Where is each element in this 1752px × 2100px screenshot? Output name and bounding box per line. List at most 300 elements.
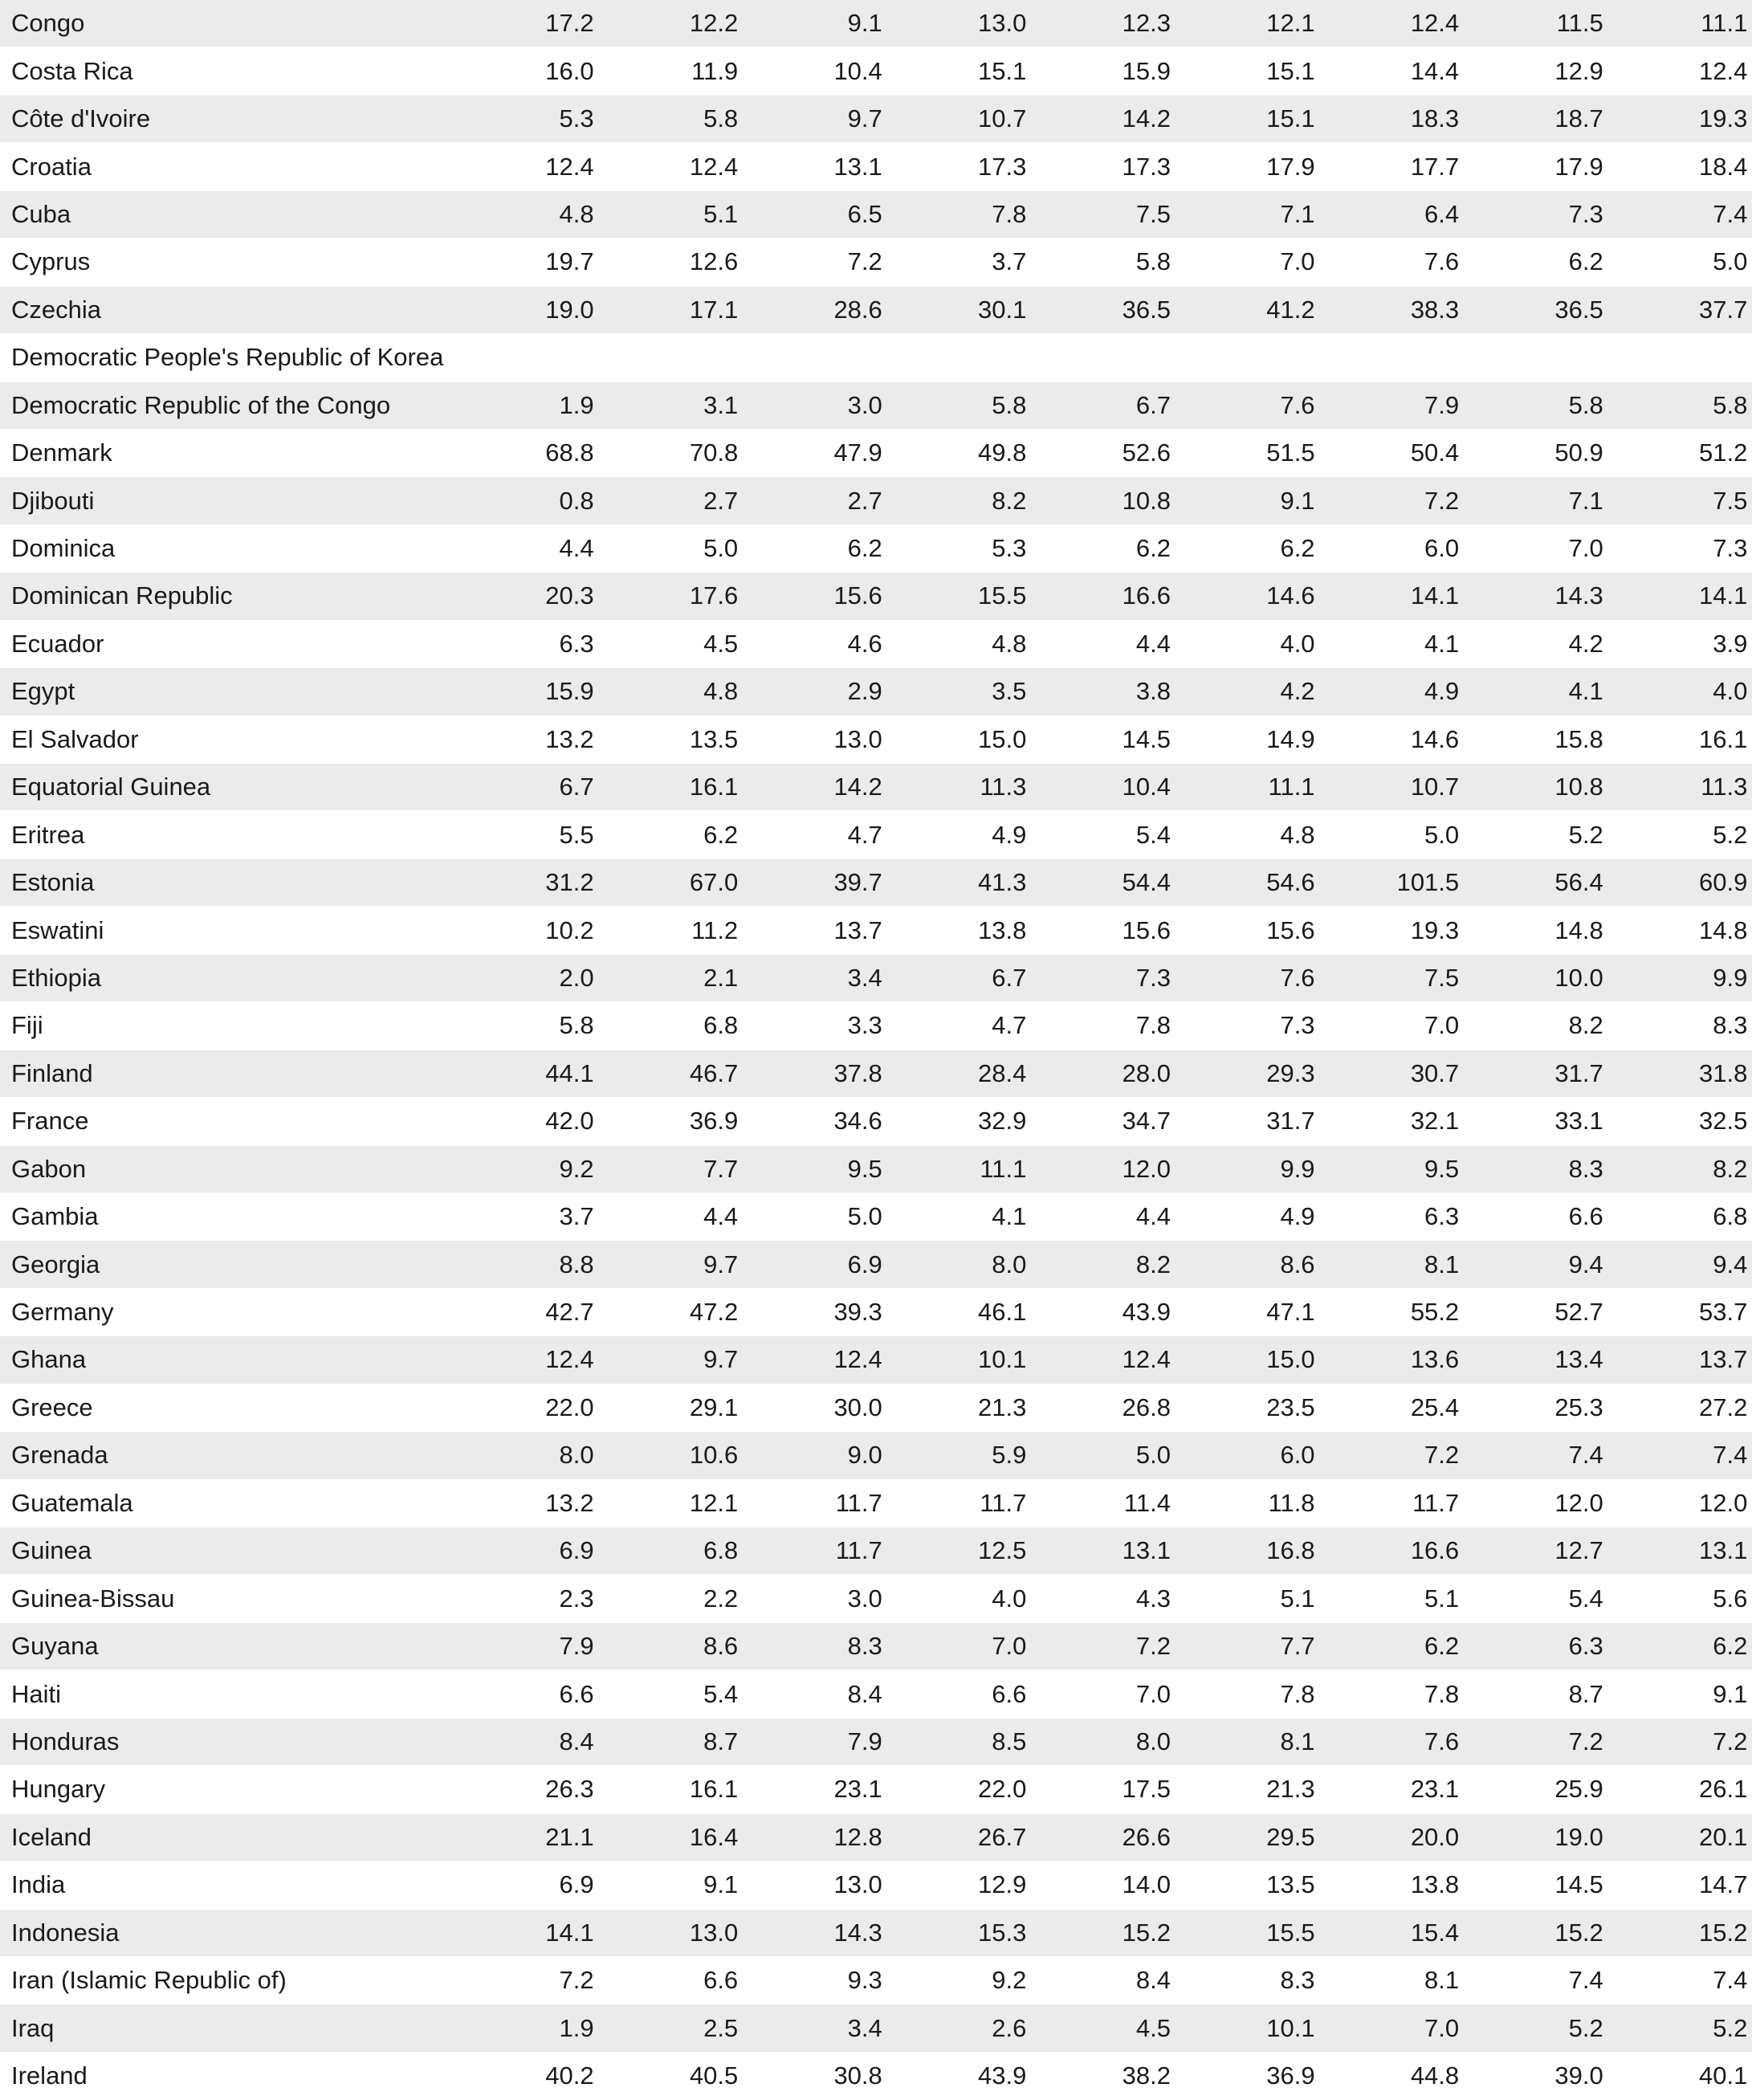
value-cell: 15.2 (1122, 1918, 1171, 1947)
value-cell: 14.1 (1410, 581, 1460, 610)
table-row (0, 96, 1752, 143)
value-cell: 19.7 (545, 247, 594, 276)
value-cell: 8.6 (703, 1632, 739, 1661)
value-cell: 8.7 (703, 1727, 739, 1755)
country-name: Congo (11, 9, 85, 38)
value-cell: 7.3 (1568, 199, 1603, 228)
value-cell: 22.0 (545, 1393, 594, 1421)
value-cell: 25.3 (1554, 1393, 1603, 1421)
value-cell: 16.6 (1410, 1536, 1460, 1565)
country-name: El Salvador (11, 724, 139, 753)
value-cell: 12.4 (833, 1345, 882, 1374)
value-cell: 7.2 (1135, 1632, 1171, 1661)
value-cell: 7.0 (1424, 1011, 1460, 1040)
value-cell: 4.7 (992, 1011, 1027, 1040)
value-cell: 56.4 (1554, 868, 1603, 897)
value-cell: 2.1 (703, 963, 739, 992)
value-cell: 32.9 (978, 1107, 1027, 1136)
value-cell: 14.2 (1122, 104, 1171, 133)
value-cell: 43.9 (1122, 1298, 1171, 1327)
value-cell: 15.4 (1410, 1918, 1460, 1947)
value-cell: 4.6 (847, 629, 882, 658)
value-cell: 2.7 (847, 486, 882, 515)
value-cell: 37.8 (833, 1058, 882, 1087)
value-cell: 9.7 (703, 1250, 739, 1278)
value-cell: 10.0 (1554, 963, 1603, 992)
value-cell: 12.0 (1122, 1154, 1171, 1183)
value-cell: 6.2 (1424, 1632, 1460, 1661)
value-cell: 7.9 (1424, 390, 1460, 419)
value-cell: 12.4 (1410, 9, 1460, 38)
value-cell: 46.7 (689, 1058, 739, 1087)
country-name: Côte d'Ivoire (11, 104, 151, 133)
value-cell: 15.0 (1266, 1345, 1315, 1374)
value-cell: 4.9 (1424, 677, 1460, 706)
value-cell: 10.1 (1266, 2013, 1315, 2042)
value-cell: 17.3 (1122, 152, 1171, 181)
country-name: Dominica (11, 534, 116, 563)
value-cell: 6.3 (1424, 1202, 1460, 1231)
country-name: France (11, 1107, 89, 1136)
value-cell: 39.7 (833, 868, 882, 897)
value-cell: 50.9 (1554, 438, 1603, 467)
value-cell: 4.0 (1280, 629, 1315, 658)
value-cell: 8.6 (1280, 1250, 1315, 1278)
value-cell: 4.9 (1280, 1202, 1315, 1231)
value-cell: 17.2 (545, 9, 594, 38)
value-cell: 7.9 (559, 1632, 594, 1661)
country-name: Gambia (11, 1202, 99, 1231)
value-cell: 13.0 (689, 1918, 739, 1947)
value-cell: 7.0 (992, 1632, 1027, 1661)
value-cell: 16.1 (689, 1775, 739, 1804)
value-cell: 7.2 (1568, 1727, 1603, 1755)
value-cell: 4.1 (1568, 677, 1603, 706)
country-name: Greece (11, 1393, 93, 1421)
value-cell: 20.3 (545, 581, 594, 610)
value-cell: 47.9 (833, 438, 882, 467)
value-cell: 7.1 (1280, 199, 1315, 228)
table-row (0, 1957, 1752, 2004)
table-row (0, 955, 1752, 1002)
value-cell: 9.7 (847, 104, 882, 133)
value-cell: 53.7 (1699, 1298, 1748, 1327)
value-cell: 27.2 (1699, 1393, 1748, 1421)
value-cell: 7.9 (847, 1727, 882, 1755)
value-cell: 11.1 (980, 1154, 1027, 1183)
value-cell: 36.9 (689, 1107, 739, 1136)
value-cell: 12.2 (689, 9, 739, 38)
value-cell: 7.1 (1568, 486, 1603, 515)
value-cell: 7.8 (1135, 1011, 1171, 1040)
value-cell: 39.3 (833, 1298, 882, 1327)
country-name: Hungary (11, 1775, 106, 1804)
value-cell: 7.0 (1424, 2013, 1460, 2042)
value-cell: 5.8 (703, 104, 739, 133)
value-cell: 3.8 (1135, 677, 1171, 706)
value-cell: 38.2 (1122, 2061, 1171, 2090)
value-cell: 39.0 (1554, 2061, 1603, 2090)
country-name: Cyprus (11, 247, 91, 276)
value-cell: 20.0 (1410, 1822, 1460, 1851)
value-cell: 30.7 (1410, 1058, 1460, 1087)
country-name: Czechia (11, 295, 101, 324)
table-row (0, 764, 1752, 811)
value-cell: 52.6 (1122, 438, 1171, 467)
value-cell: 28.6 (833, 295, 882, 324)
value-cell: 16.1 (1699, 724, 1748, 753)
value-cell: 7.5 (1135, 199, 1171, 228)
value-cell: 22.0 (978, 1775, 1027, 1804)
country-name: Denmark (11, 438, 112, 467)
value-cell: 12.4 (545, 152, 594, 181)
value-cell: 15.1 (1266, 56, 1315, 85)
value-cell: 3.1 (703, 390, 739, 419)
value-cell: 16.8 (1266, 1536, 1315, 1565)
country-name: Eritrea (11, 820, 85, 849)
country-name: Djibouti (11, 486, 95, 515)
value-cell: 5.9 (992, 1441, 1027, 1470)
value-cell: 3.0 (847, 390, 882, 419)
value-cell: 31.7 (1266, 1107, 1315, 1136)
value-cell: 8.8 (559, 1250, 594, 1278)
value-cell: 4.5 (1135, 2013, 1171, 2042)
value-cell: 6.9 (559, 1536, 594, 1565)
value-cell: 11.7 (835, 1536, 882, 1565)
value-cell: 23.1 (1410, 1775, 1460, 1804)
value-cell: 13.1 (833, 152, 882, 181)
value-cell: 4.4 (1135, 629, 1171, 658)
value-cell: 3.7 (559, 1202, 594, 1231)
value-cell: 54.4 (1122, 868, 1171, 897)
value-cell: 7.6 (1424, 247, 1460, 276)
value-cell: 43.9 (978, 2061, 1027, 2090)
table-row (0, 1623, 1752, 1670)
value-cell: 6.2 (1280, 534, 1315, 563)
value-cell: 15.1 (1266, 104, 1315, 133)
value-cell: 6.6 (1568, 1202, 1603, 1231)
value-cell: 9.5 (847, 1154, 882, 1183)
value-cell: 3.9 (1713, 629, 1748, 658)
value-cell: 7.7 (703, 1154, 739, 1183)
country-name: Gabon (11, 1154, 87, 1183)
value-cell: 5.4 (703, 1679, 739, 1708)
country-name: Croatia (11, 152, 92, 181)
table-row (0, 430, 1752, 477)
country-name: India (11, 1870, 66, 1899)
value-cell: 5.3 (992, 534, 1027, 563)
value-cell: 9.1 (847, 9, 882, 38)
value-cell: 68.8 (545, 438, 594, 467)
value-cell: 15.2 (1699, 1918, 1748, 1947)
value-cell: 11.8 (1268, 1488, 1315, 1517)
value-cell: 32.5 (1699, 1107, 1748, 1136)
value-cell: 41.3 (978, 868, 1027, 897)
value-cell: 4.8 (559, 199, 594, 228)
country-name: Ghana (11, 1345, 87, 1374)
value-cell: 2.7 (703, 486, 739, 515)
value-cell: 5.4 (1568, 1584, 1603, 1613)
value-cell: 7.4 (1713, 199, 1748, 228)
value-cell: 9.3 (847, 1966, 882, 1995)
value-cell: 13.2 (545, 1488, 594, 1517)
value-cell: 44.8 (1410, 2061, 1460, 2090)
value-cell: 5.5 (559, 820, 594, 849)
value-cell: 13.0 (833, 1870, 882, 1899)
value-cell: 29.3 (1266, 1058, 1315, 1087)
value-cell: 12.1 (1266, 9, 1315, 38)
value-cell: 6.6 (992, 1679, 1027, 1708)
value-cell: 10.7 (978, 104, 1027, 133)
table-row (0, 1384, 1752, 1432)
value-cell: 5.0 (1713, 247, 1748, 276)
value-cell: 30.1 (978, 295, 1027, 324)
value-cell: 25.9 (1554, 1775, 1603, 1804)
value-cell: 5.3 (559, 104, 594, 133)
value-cell: 8.4 (1135, 1966, 1171, 1995)
value-cell: 12.4 (689, 152, 739, 181)
value-cell: 12.7 (1554, 1536, 1603, 1565)
value-cell: 33.1 (1554, 1107, 1603, 1136)
value-cell: 5.1 (1280, 1584, 1315, 1613)
value-cell: 11.2 (691, 915, 739, 944)
value-cell: 10.8 (1554, 773, 1603, 801)
value-cell: 13.1 (1122, 1536, 1171, 1565)
table-row (0, 2053, 1752, 2100)
value-cell: 8.2 (992, 486, 1027, 515)
value-cell: 9.4 (1568, 1250, 1603, 1278)
value-cell: 8.4 (559, 1727, 594, 1755)
country-name: Egypt (11, 677, 75, 706)
value-cell: 12.9 (1554, 56, 1603, 85)
value-cell: 6.2 (1135, 534, 1171, 563)
table-row (0, 1910, 1752, 1957)
value-cell: 8.2 (1135, 1250, 1171, 1278)
country-name: Iceland (11, 1822, 92, 1851)
value-cell: 11.7 (980, 1488, 1027, 1517)
value-cell: 14.5 (1122, 724, 1171, 753)
value-cell: 9.5 (1424, 1154, 1460, 1183)
value-cell: 37.7 (1699, 295, 1748, 324)
value-cell: 4.4 (703, 1202, 739, 1231)
value-cell: 4.1 (1424, 629, 1460, 658)
value-cell: 13.7 (833, 915, 882, 944)
value-cell: 7.2 (1424, 1441, 1460, 1470)
value-cell: 13.1 (1699, 1536, 1748, 1565)
value-cell: 6.6 (559, 1679, 594, 1708)
value-cell: 7.0 (1135, 1679, 1171, 1708)
value-cell: 70.8 (689, 438, 739, 467)
value-cell: 2.5 (703, 2013, 739, 2042)
value-cell: 8.3 (1568, 1154, 1603, 1183)
value-cell: 13.0 (833, 724, 882, 753)
value-cell: 9.0 (847, 1441, 882, 1470)
value-cell: 17.3 (978, 152, 1027, 181)
value-cell: 5.1 (1424, 1584, 1460, 1613)
value-cell: 19.0 (545, 295, 594, 324)
country-name: Honduras (11, 1727, 120, 1755)
value-cell: 8.2 (1713, 1154, 1748, 1183)
value-cell: 7.2 (847, 247, 882, 276)
value-cell: 6.7 (1135, 390, 1171, 419)
value-cell: 11.7 (1412, 1488, 1460, 1517)
value-cell: 5.1 (703, 199, 739, 228)
value-cell: 28.0 (1122, 1058, 1171, 1087)
value-cell: 17.9 (1554, 152, 1603, 181)
value-cell: 12.0 (1554, 1488, 1603, 1517)
value-cell: 7.3 (1280, 1011, 1315, 1040)
value-cell: 15.9 (545, 677, 594, 706)
value-cell: 1.9 (559, 390, 594, 419)
value-cell: 8.1 (1424, 1966, 1460, 1995)
value-cell: 6.3 (1568, 1632, 1603, 1661)
value-cell: 12.3 (1122, 9, 1171, 38)
value-cell: 6.7 (992, 963, 1027, 992)
value-cell: 12.6 (689, 247, 739, 276)
value-cell: 5.8 (1713, 390, 1748, 419)
value-cell: 47.1 (1266, 1298, 1315, 1327)
value-cell: 14.1 (1699, 581, 1748, 610)
value-cell: 31.8 (1699, 1058, 1748, 1087)
value-cell: 9.9 (1280, 1154, 1315, 1183)
country-name: Dominican Republic (11, 581, 233, 610)
table-row (0, 0, 1752, 47)
value-cell: 4.8 (1280, 820, 1315, 849)
table-row (0, 621, 1752, 668)
value-cell: 31.7 (1554, 1058, 1603, 1087)
value-cell: 6.9 (559, 1870, 594, 1899)
country-name: Iran (Islamic Republic of) (11, 1966, 287, 1995)
value-cell: 40.5 (689, 2061, 739, 2090)
value-cell: 3.5 (992, 677, 1027, 706)
value-cell: 15.1 (978, 56, 1027, 85)
value-cell: 51.5 (1266, 438, 1315, 467)
value-cell: 5.2 (1568, 2013, 1603, 2042)
value-cell: 13.6 (1410, 1345, 1460, 1374)
value-cell: 1.9 (559, 2013, 594, 2042)
country-name: Costa Rica (11, 56, 133, 85)
value-cell: 5.0 (1424, 820, 1460, 849)
value-cell: 15.8 (1554, 724, 1603, 753)
value-cell: 34.7 (1122, 1107, 1171, 1136)
value-cell: 28.4 (978, 1058, 1027, 1087)
value-cell: 8.1 (1424, 1250, 1460, 1278)
value-cell: 5.0 (1135, 1441, 1171, 1470)
country-name: Iraq (11, 2013, 55, 2042)
table-row (0, 239, 1752, 286)
value-cell: 50.4 (1410, 438, 1460, 467)
value-cell: 23.1 (833, 1775, 882, 1804)
value-cell: 26.8 (1122, 1393, 1171, 1421)
value-cell: 2.3 (559, 1584, 594, 1613)
value-cell: 2.0 (559, 963, 594, 992)
value-cell: 13.4 (1554, 1345, 1603, 1374)
value-cell: 4.2 (1280, 677, 1315, 706)
table-row (0, 1050, 1752, 1098)
value-cell: 7.5 (1424, 963, 1460, 992)
value-cell: 4.0 (992, 1584, 1027, 1613)
value-cell: 16.1 (689, 773, 739, 801)
value-cell: 46.1 (978, 1298, 1027, 1327)
value-cell: 47.2 (689, 1298, 739, 1327)
value-cell: 23.5 (1266, 1393, 1315, 1421)
value-cell: 17.9 (1266, 152, 1315, 181)
value-cell: 26.7 (978, 1822, 1027, 1851)
value-cell: 6.5 (847, 199, 882, 228)
table-row (0, 668, 1752, 716)
value-cell: 5.8 (992, 390, 1027, 419)
value-cell: 14.8 (1554, 915, 1603, 944)
value-cell: 11.3 (980, 773, 1027, 801)
value-cell: 15.3 (978, 1918, 1027, 1947)
value-cell: 40.2 (545, 2061, 594, 2090)
table-row (0, 1814, 1752, 1861)
value-cell: 14.1 (545, 1918, 594, 1947)
value-cell: 54.6 (1266, 868, 1315, 897)
value-cell: 26.3 (545, 1775, 594, 1804)
value-cell: 3.0 (847, 1584, 882, 1613)
value-cell: 9.2 (559, 1154, 594, 1183)
table-row (0, 1861, 1752, 1909)
value-cell: 30.8 (833, 2061, 882, 2090)
value-cell: 29.1 (689, 1393, 739, 1421)
value-cell: 10.4 (1122, 773, 1171, 801)
value-cell: 5.8 (559, 1011, 594, 1040)
value-cell: 9.7 (703, 1345, 739, 1374)
value-cell: 16.6 (1122, 581, 1171, 610)
table-row (0, 334, 1752, 381)
value-cell: 6.7 (559, 773, 594, 801)
value-cell: 7.8 (1424, 1679, 1460, 1708)
value-cell: 14.9 (1266, 724, 1315, 753)
value-cell: 6.2 (1568, 247, 1603, 276)
value-cell: 17.5 (1122, 1775, 1171, 1804)
value-cell: 7.4 (1568, 1441, 1603, 1470)
table-row (0, 1098, 1752, 1145)
value-cell: 14.6 (1266, 581, 1315, 610)
value-cell: 15.6 (833, 581, 882, 610)
table-row (0, 1146, 1752, 1193)
value-cell: 14.3 (833, 1918, 882, 1947)
value-cell: 14.5 (1554, 1870, 1603, 1899)
value-cell: 12.4 (1699, 56, 1748, 85)
value-cell: 9.1 (703, 1870, 739, 1899)
table-row (0, 1575, 1752, 1622)
value-cell: 6.9 (847, 1250, 882, 1278)
value-cell: 21.1 (545, 1822, 594, 1851)
value-cell: 5.8 (1568, 390, 1603, 419)
value-cell: 4.3 (1135, 1584, 1171, 1613)
country-name: Ethiopia (11, 963, 102, 992)
country-name: Georgia (11, 1250, 100, 1278)
value-cell: 5.6 (1713, 1584, 1748, 1613)
value-cell: 11.1 (1701, 9, 1748, 38)
value-cell: 18.3 (1410, 104, 1460, 133)
value-cell: 38.3 (1410, 295, 1460, 324)
value-cell: 41.2 (1266, 295, 1315, 324)
table-row (0, 143, 1752, 190)
country-name: Finland (11, 1058, 93, 1087)
table-row (0, 1336, 1752, 1384)
value-cell: 9.9 (1713, 963, 1748, 992)
value-cell: 8.0 (1135, 1727, 1171, 1755)
value-cell: 36.5 (1122, 295, 1171, 324)
country-name: Guatemala (11, 1488, 133, 1517)
country-name: Ireland (11, 2061, 88, 2090)
value-cell: 7.8 (992, 199, 1027, 228)
table-row (0, 859, 1752, 907)
value-cell: 12.9 (978, 1870, 1027, 1899)
